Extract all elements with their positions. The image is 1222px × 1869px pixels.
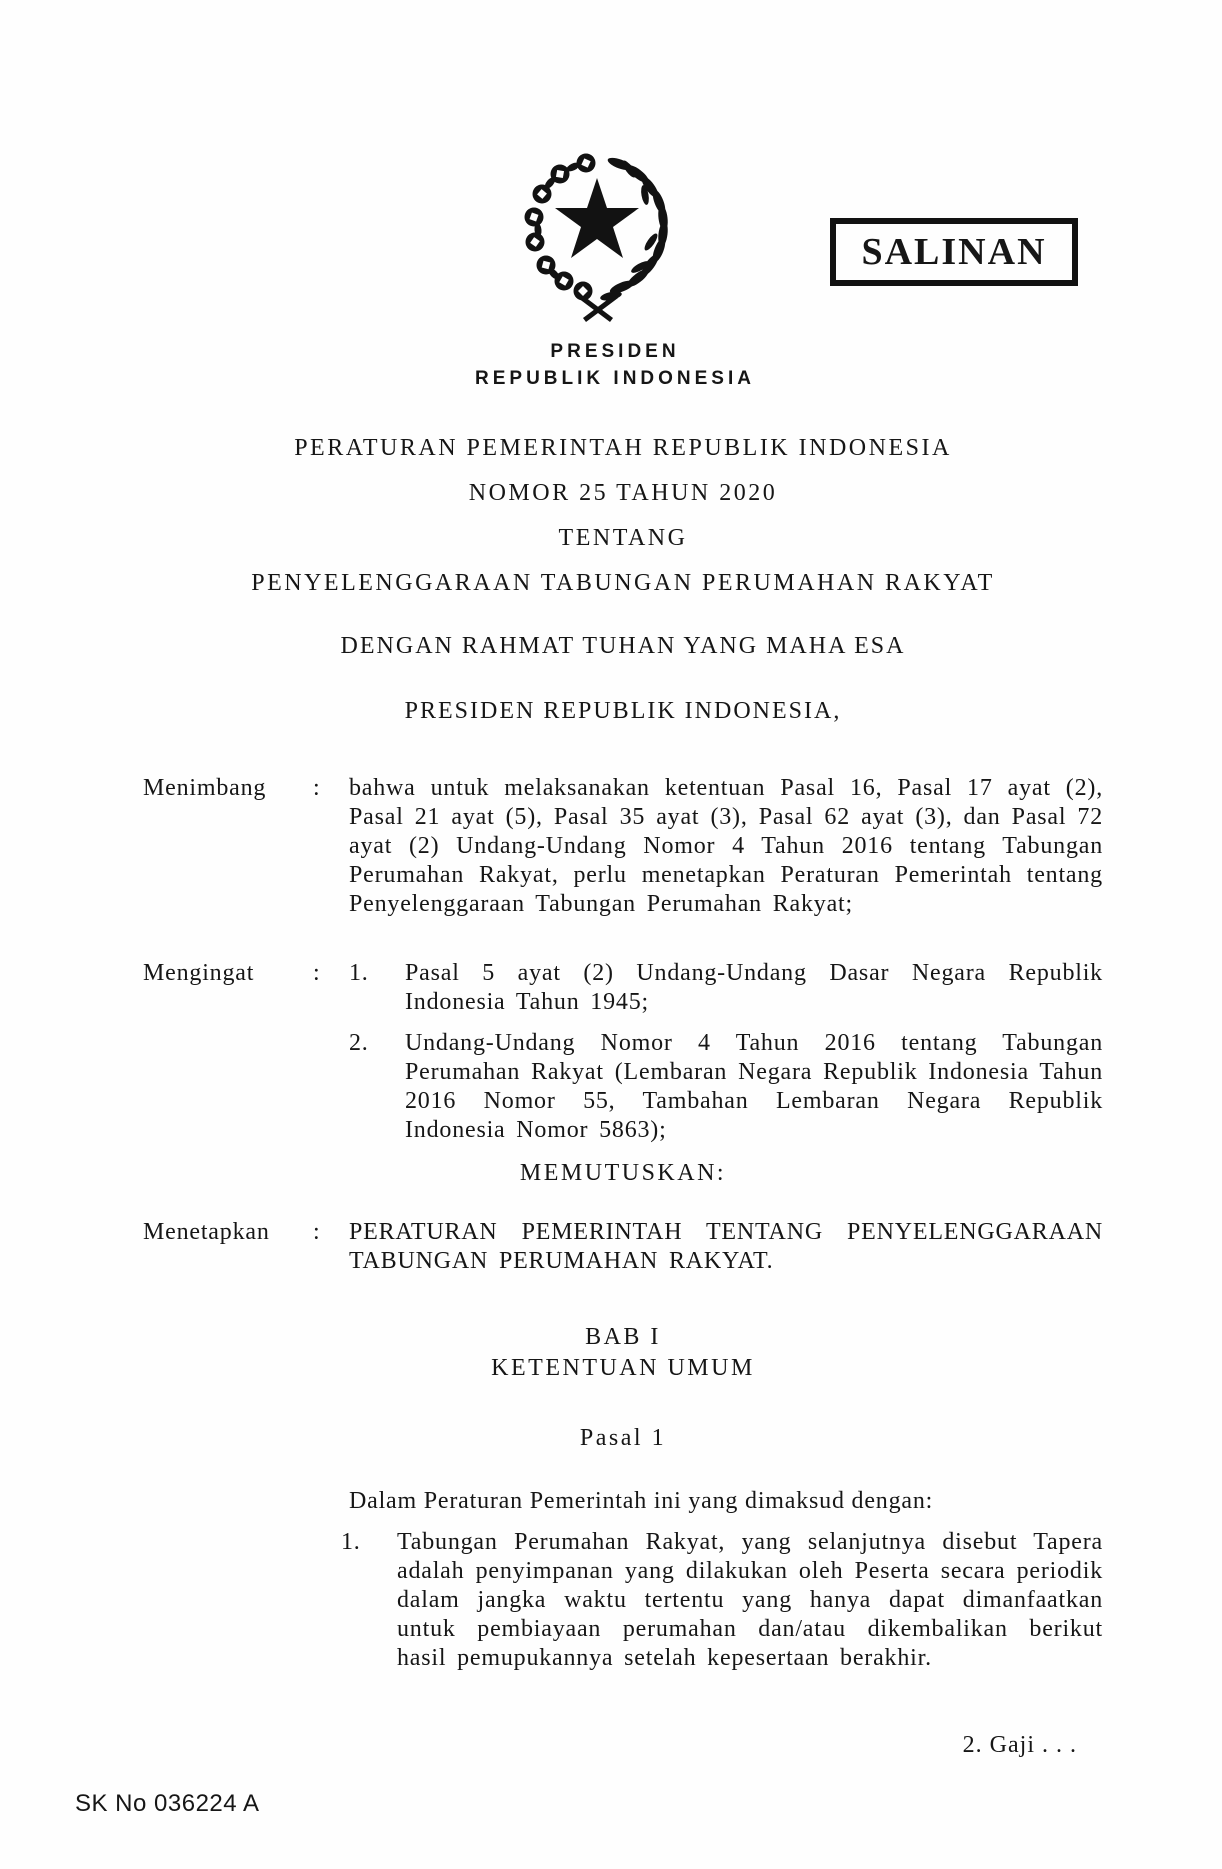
enactment-colon: : (313, 1219, 321, 1245)
presidential-star-wreath-icon (519, 138, 679, 328)
legal-basis-label: Mengingat (143, 960, 255, 986)
title-line-2: NOMOR 25 TAHUN 2020 (468, 480, 778, 506)
footer-document-code: SK No 036224 A (75, 1790, 260, 1817)
regulation-title (143, 426, 1103, 606)
item-text: Pasal 5 ayat (2) Undang-Undang Dasar Negara Republik Indonesia Tahun 1945; (405, 960, 1103, 1015)
authority-line: PRESIDEN REPUBLIK INDONESIA, (404, 698, 842, 724)
item-number: 1. (341, 1529, 361, 1555)
chapter-title: KETENTUAN UMUM (491, 1355, 755, 1381)
legal-basis-item (349, 1029, 1103, 1145)
legal-basis-colon: : (313, 960, 321, 986)
decision-heading: MEMUTUSKAN: (519, 1160, 727, 1186)
item-number: 2. (349, 1030, 369, 1056)
salinan-stamp-label: SALINAN (861, 231, 1047, 273)
item-text: Undang-Undang Nomor 4 Tahun 2016 tentang Tabungan Perumahan Rakyat (Lembaran Negara Republik Indonesia Tahun 2016 Nomor 55, Tambahan Lembaran Negara Republik Indonesia Nomor 5863); (405, 1030, 1103, 1143)
considerations-colon: : (313, 775, 321, 801)
letterhead (4, 338, 1222, 392)
salinan-stamp (830, 218, 1078, 286)
enactment-label: Menetapkan (143, 1219, 270, 1245)
chapter-number: BAB I (585, 1324, 661, 1350)
article-heading: Pasal 1 (579, 1425, 667, 1451)
legal-basis-item (349, 959, 1103, 1017)
letterhead-line-republik-indonesia: REPUBLIK INDONESIA (475, 368, 755, 389)
catchword: 2. Gaji . . . (962, 1732, 1077, 1758)
article-intro: Dalam Peraturan Pemerintah ini yang dimaksud dengan: (349, 1488, 934, 1514)
item-number: 1. (349, 960, 369, 986)
invocation-line: DENGAN RAHMAT TUHAN YANG MAHA ESA (340, 633, 906, 659)
article-items (341, 1528, 1103, 1673)
chapter-heading (143, 1322, 1103, 1384)
article-item (341, 1528, 1103, 1673)
title-line-1: PERATURAN PEMERINTAH REPUBLIK INDONESIA (294, 435, 952, 461)
title-line-3: TENTANG (558, 525, 688, 551)
considerations-row (143, 774, 1103, 919)
enactment-text: PERATURAN PEMERINTAH TENTANG PENYELENGGARAAN TABUNGAN PERUMAHAN RAKYAT. (349, 1219, 1103, 1274)
considerations-text: bahwa untuk melaksanakan ketentuan Pasal 16, Pasal 17 ayat (2), Pasal 21 ayat (5), Pasal 35 ayat (3), Pasal 62 ayat (3), dan Pasal 72 ayat (2) Undang-Undang Nomor 4 Tahun 2016 tentang Tabungan Perumahan Rakyat, perlu menetapkan Peraturan Pemerintah tentang Penyelenggaraan Tabungan Perumahan Rakyat; (349, 775, 1103, 917)
document-content (143, 426, 1103, 1673)
item-text: Tabungan Perumahan Rakyat, yang selanjutnya disebut Tapera adalah penyimpanan yang dilakukan oleh Peserta secara periodik dalam jangka waktu tertentu yang hanya dapat dimanfaatkan untuk pembiayaan perumahan dan/atau dikembalikan berikut hasil pemupukannya setelah kepesertaan berakhir. (397, 1529, 1103, 1671)
title-line-4: PENYELENGGARAAN TABUNGAN PERUMAHAN RAKYAT (251, 570, 995, 596)
enactment-row (143, 1218, 1103, 1276)
legal-basis-row (143, 959, 1103, 1145)
considerations-label: Menimbang (143, 775, 267, 801)
legal-basis-items (349, 959, 1103, 1145)
letterhead-line-presiden: PRESIDEN (550, 341, 680, 362)
